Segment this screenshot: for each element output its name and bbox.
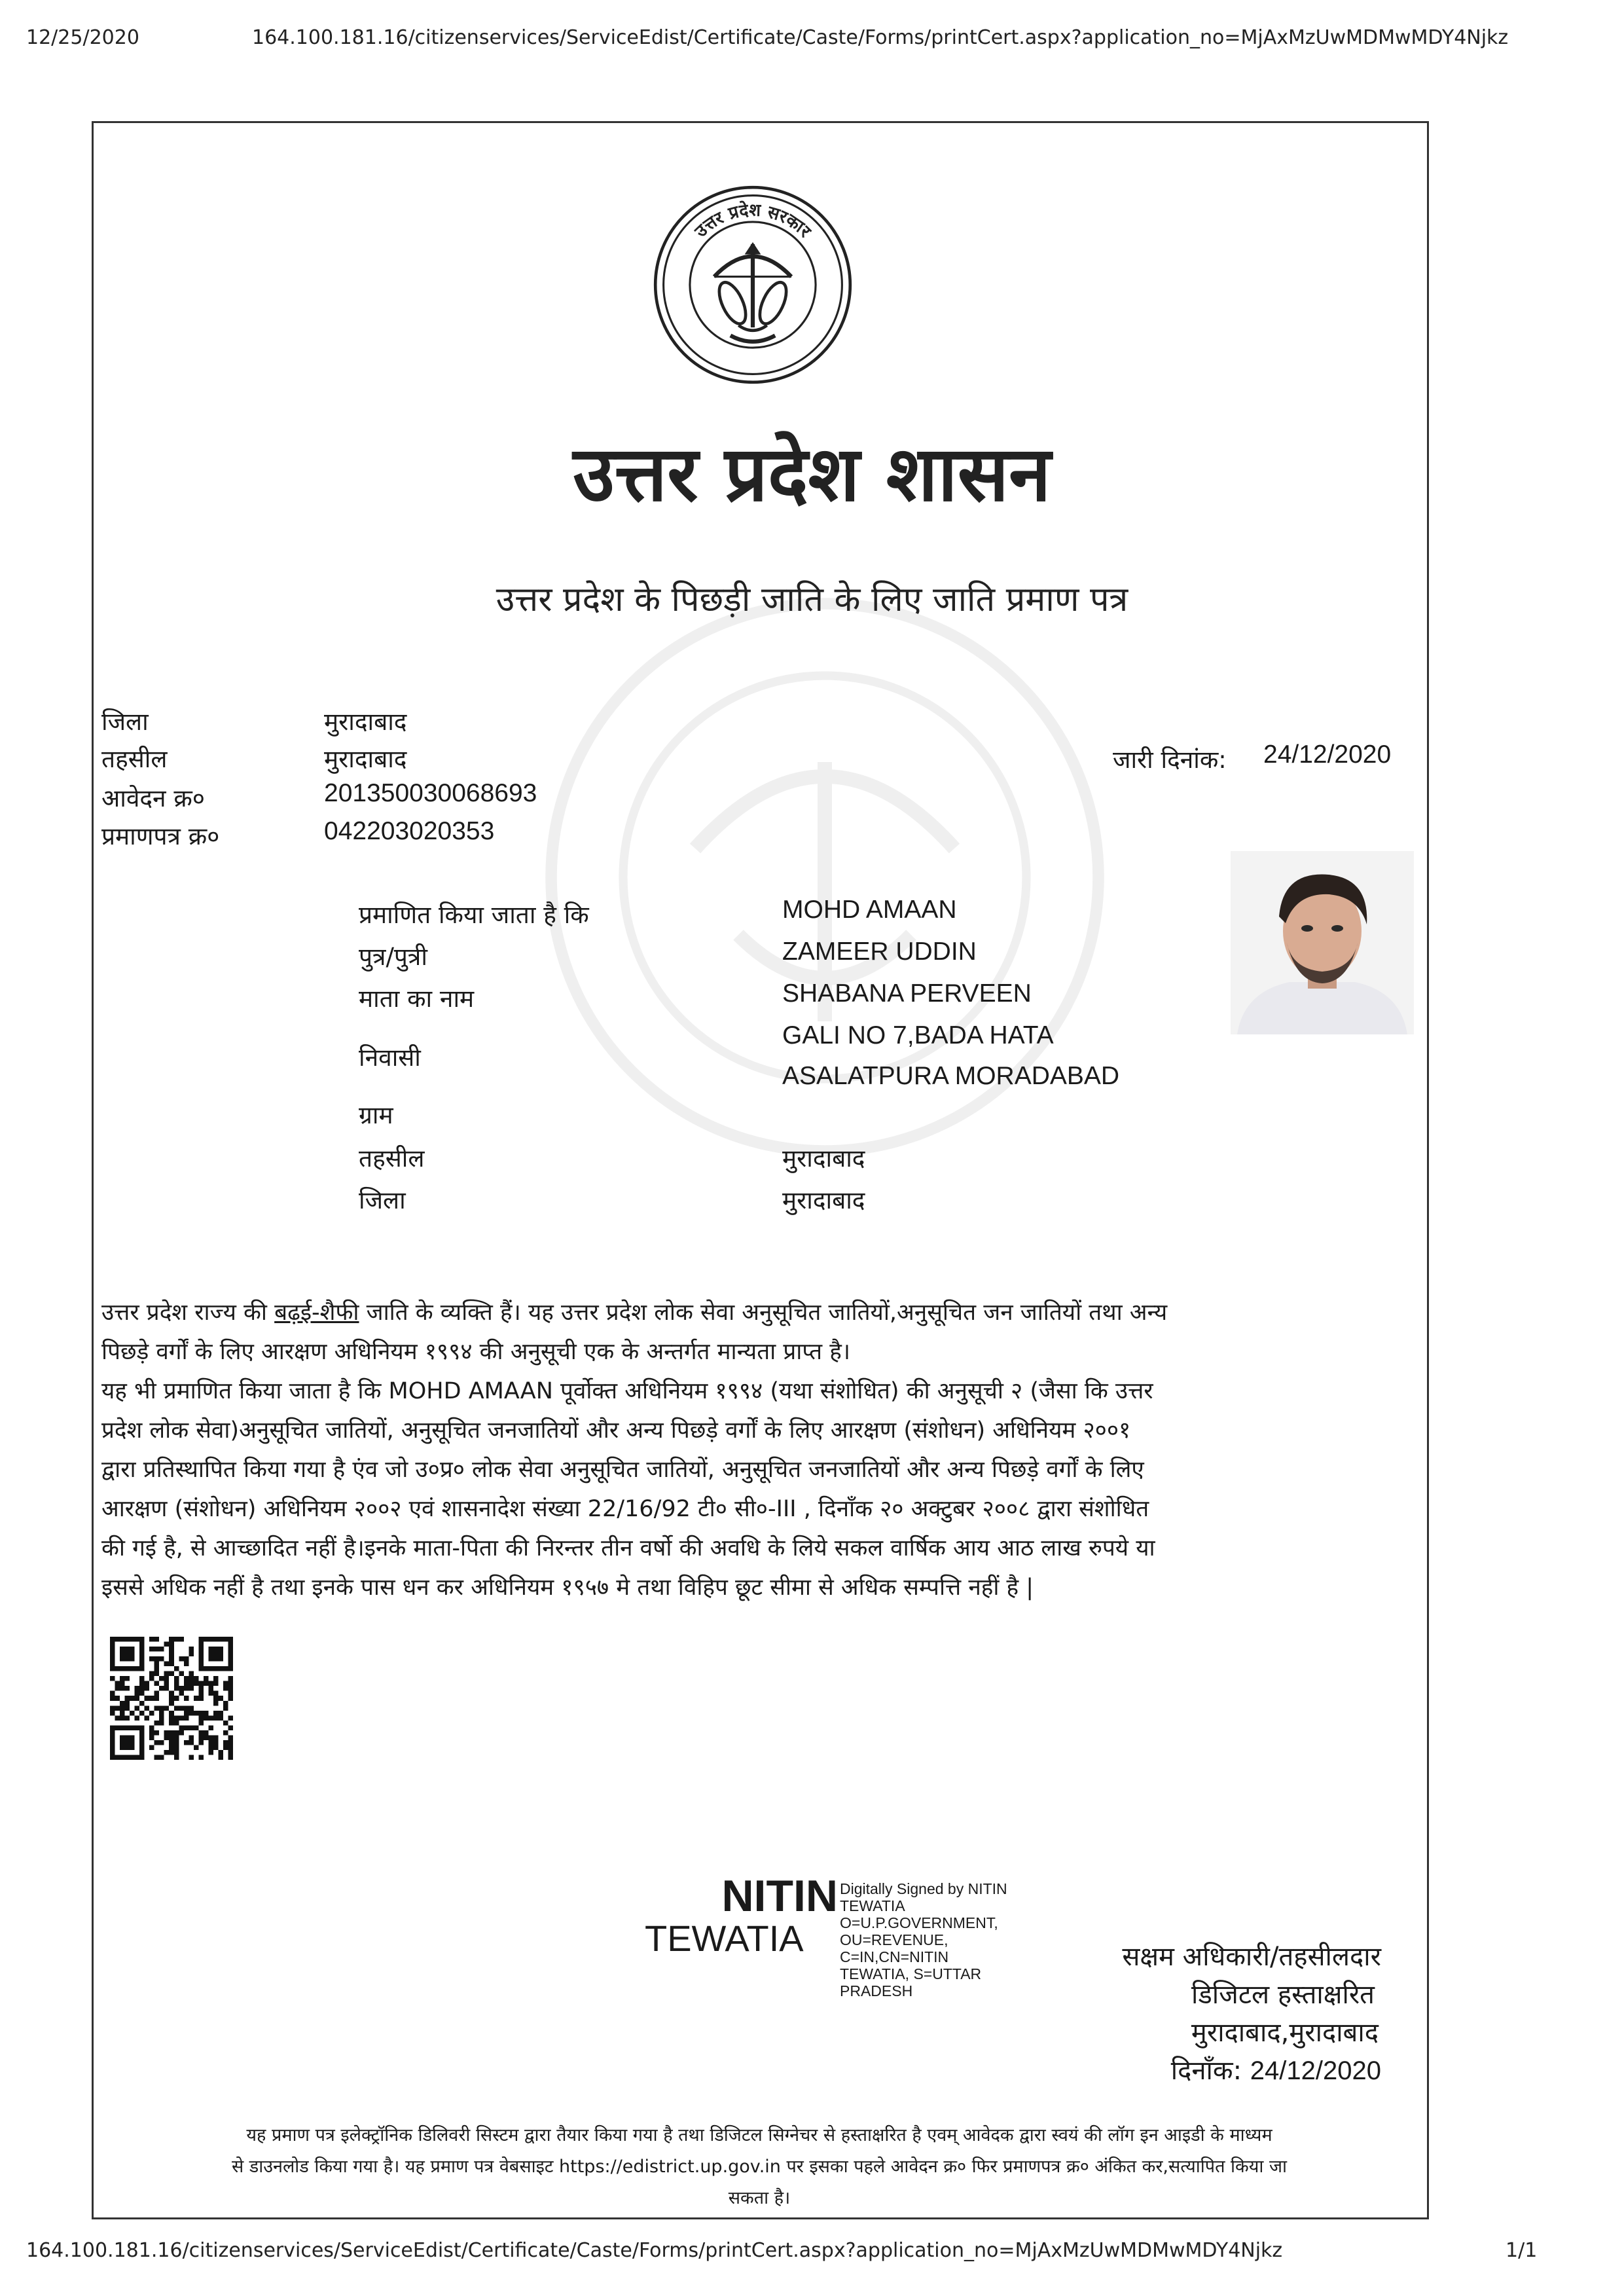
body-line-1 (101, 1293, 1167, 1332)
print-footer-url[interactable]: 164.100.181.16/citizenservices/ServiceEdist/Certificate/Caste/Forms/printCert.aspx?application_no=MjAxMzUwMDMwMDY4Njkz (26, 2239, 1283, 2262)
body-line-5: द्वारा प्रतिस्थापित किया गया है एंव जो उ०प्र० लोक सेवा अनुसूचित जातियों, अनुसूचित जनजातियों और अन्य पिछड़े वर्गों के लिए (101, 1457, 1144, 1483)
certificate-number-label: प्रमाणपत्र क्र० (101, 822, 220, 850)
officer-date-label: दिनाँक: (1170, 2056, 1242, 2086)
address-line2: ASALATPURA MORADABAD (782, 1062, 1120, 1090)
body-line-1-pre: उत्तर प्रदेश राज्य की (101, 1300, 275, 1326)
certificate-number: 042203020353 (324, 817, 495, 845)
body-line-3: यह भी प्रमाणित किया जाता है कि MOHD AMAAN पूर्वोक्त अधिनियम १९९४ (यथा संशोधित) की अनुसूची २ (जैसा कि उत्तर (101, 1378, 1153, 1404)
officer-title: सक्षम अधिकारी/तहसीलदार (1122, 1942, 1381, 1972)
qr-code-icon[interactable] (110, 1637, 233, 1760)
officer-block (1021, 1938, 1381, 2090)
tehsil-value: मुरादाबाद (324, 745, 407, 773)
sig-line-6: TEWATIA, S=UTTAR (840, 1965, 982, 1982)
mother-label: माता का नाम (359, 985, 475, 1013)
application-number: 201350030068693 (324, 779, 537, 807)
up-government-emblem-icon (651, 183, 854, 386)
officer-location: मुरादाबाद,मुरादाबाद (1191, 2018, 1379, 2048)
officer-date: 24/12/2020 (1250, 2056, 1381, 2085)
body-line-1-post: जाति के व्यक्ति हैं। यह उत्तर प्रदेश लोक सेवा अनुसूचित जातियों,अनुसूचित जन जातियों तथा अन्य (359, 1300, 1168, 1326)
issue-date: 24/12/2020 (1263, 740, 1392, 769)
footer-note-line-2: से डाउनलोड किया गया है। यह प्रमाण पत्र वेबसाइट https://edistrict.up.gov.in पर इसका पहले आवेदन क्र० फिर प्रमाणपत्र क्र० अंकित कर,सत्यापित किया जा (231, 2157, 1288, 2177)
certify-label: प्रमाणित किया जाता है कि (359, 901, 589, 929)
body-line-7: की गई है, से आच्छादित नहीं है।इनके माता-पिता की निरन्तर तीन वर्षो की अवधि के लिये सकल वार्षिक आय आठ लाख रुपये या (101, 1535, 1155, 1561)
signature-details (840, 1880, 1007, 1999)
body-line-2: पिछड़े वर्गों के लिए आरक्षण अधिनियम १९९४ की अनुसूची एक के अन्तर्गत मान्यता प्राप्त है। (101, 1339, 851, 1365)
address-line1: GALI NO 7,BADA HATA (782, 1021, 1054, 1049)
page-title: उत्तर प्रदेश शासन (573, 429, 1051, 519)
body-line-8: इससे अधिक नहीं है तथा इनके पास धन कर अधिनियम १९५७ मे तथा विहिप छूट सीमा से अधिक सम्पत्ति नहीं है | (101, 1575, 1034, 1601)
detail-district-label: जिला (359, 1186, 406, 1214)
parent-name: ZAMEER UDDIN (782, 938, 977, 966)
sig-line-7: PRADESH (840, 1982, 913, 1999)
tehsil-label: तहसील (101, 745, 168, 773)
sig-line-1: Digitally Signed by NITIN (840, 1880, 1007, 1897)
parent-label: पुत्र/पुत्री (359, 943, 427, 971)
print-url[interactable]: 164.100.181.16/citizenservices/ServiceEdist/Certificate/Caste/Forms/printCert.aspx?application_no=MjAxMzUwMDMwMDY4Njkz (252, 26, 1509, 49)
emblem-text: उत्तर प्रदेश सरकार (691, 200, 815, 242)
caste-name: बढ़ई-शैफी (274, 1300, 359, 1326)
officer-digital: डिजिटल हस्ताक्षरित (1191, 1980, 1375, 2010)
body-line-6: आरक्षण (संशोधन) अधिनियम २००२ एवं शासनादेश संख्या 22/16/92 टी० सी०-III , दिनाँक २० अक्टुबर २००८ द्वारा संशोधित (101, 1496, 1149, 1522)
detail-district-value: मुरादाबाद (782, 1186, 865, 1214)
body-line-4: प्रदेश लोक सेवा)अनुसूचित जातियों, अनुसूचित जनजातियों और अन्य पिछड़े वर्गों के लिए आरक्षण (संशोधन) अधिनियम २००१ (101, 1417, 1131, 1444)
application-label: आवेदन क्र० (101, 784, 205, 812)
applicant-name: MOHD AMAAN (782, 896, 957, 924)
sig-line-2: TEWATIA (840, 1897, 905, 1914)
issue-date-label: जारी दिनांक: (1113, 746, 1227, 774)
page-count: 1/1 (1506, 2239, 1538, 2262)
footer-note-line-1: यह प्रमाण पत्र इलेक्ट्रॉनिक डिलिवरी सिस्टम द्वारा तैयार किया गया है तथा डिजिटल सिग्नेचर से हस्ताक्षरित है एवम् आवेदक द्वारा स्वयं की लॉग इन आइडी के माध्यम (246, 2125, 1272, 2145)
footer-note-line-3: सकता है। (728, 2188, 791, 2208)
print-date: 12/25/2020 (26, 26, 139, 49)
applicant-photo (1231, 851, 1414, 1034)
officer-date-row (1021, 2052, 1381, 2090)
certificate-subtitle: उत्तर प्रदेश के पिछड़ी जाति के लिए जाति प्रमाण पत्र (496, 580, 1128, 619)
mother-name: SHABANA PERVEEN (782, 979, 1032, 1008)
resident-label: निवासी (359, 1044, 421, 1072)
detail-tehsil-label: तहसील (359, 1144, 425, 1173)
district-value: मुरादाबाद (324, 708, 407, 736)
footer-note (95, 2120, 1424, 2214)
detail-tehsil-value: मुरादाबाद (782, 1144, 865, 1173)
sig-line-4: OU=REVENUE, (840, 1931, 948, 1948)
village-label: ग्राम (359, 1101, 393, 1129)
signer-first-name: NITIN (721, 1871, 838, 1921)
sig-line-3: O=U.P.GOVERNMENT, (840, 1914, 998, 1931)
district-label: जिला (101, 708, 149, 736)
sig-line-5: C=IN,CN=NITIN (840, 1948, 949, 1965)
signer-last-name: TEWATIA (645, 1918, 804, 1959)
